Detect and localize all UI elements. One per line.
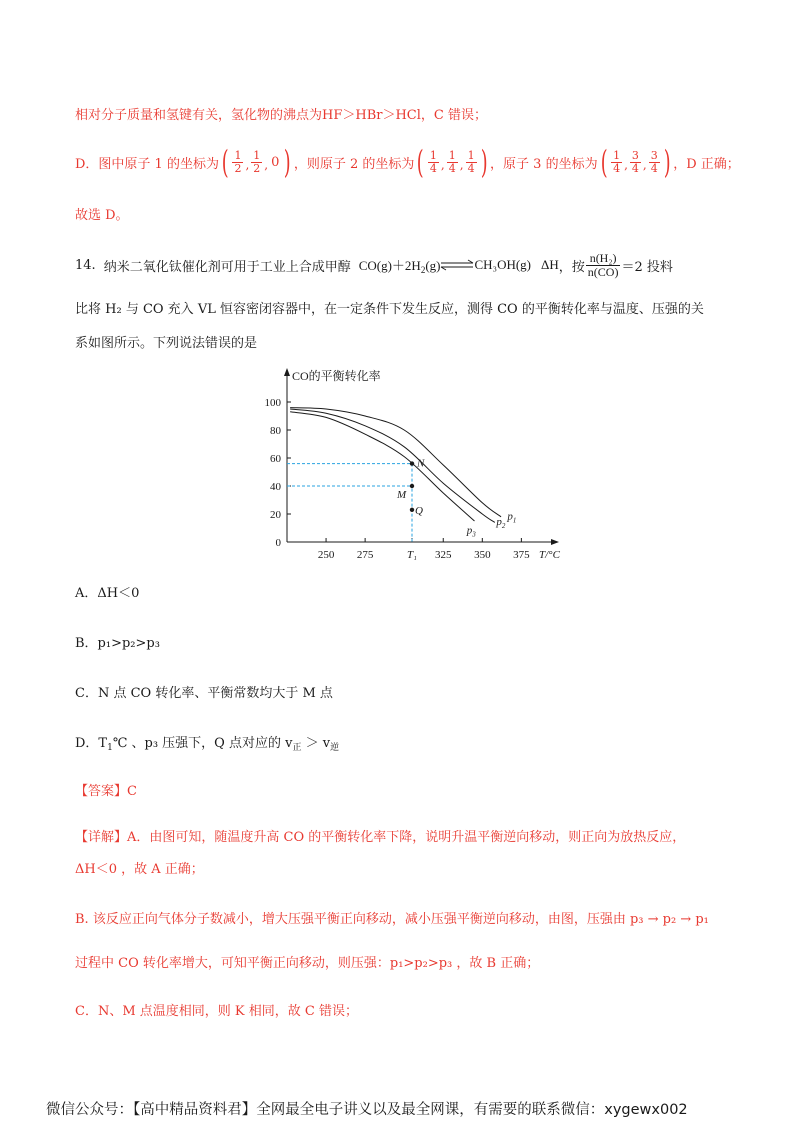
y-axis-arrow-icon (284, 368, 290, 376)
y-tick-label: 20 (270, 509, 281, 521)
y-tick-label: 40 (270, 481, 281, 493)
question-14-line3: 系如图所示。下列说法错误的是 (75, 336, 258, 351)
series-label-p3: $p_3$ (466, 524, 476, 539)
detail-a-line1: 【详解】A．由图可知，随温度升高 CO 的平衡转化率下降，说明升温平衡逆向移动，则正向为放热反应， (75, 830, 686, 845)
delta-h: ΔH (541, 257, 559, 272)
detail-b-line1: B. 该反应正向气体分子数减小，增大压强平衡正向移动，减小压强平衡逆向移动，由图，压强由 p₃ → p₂ → p₁ (75, 912, 709, 927)
x-tick-label: 250 (317, 549, 335, 561)
y-tick-label: 0 (275, 537, 281, 549)
x-axis-label: T/°C (539, 549, 560, 561)
point-label-M: M (397, 489, 407, 501)
atom3-coordinates: ( $\frac{1}{4}$ , $\frac{3}{4}$ , $\frac{3}{4}$ ) (600, 143, 671, 181)
reaction-right: CH₃OH(g) (474, 257, 532, 272)
point-M (410, 484, 414, 488)
series-p1-line (290, 408, 501, 517)
detail-a-line2: ΔH＜0 ，故 A 正确； (75, 862, 204, 877)
x-tick-label: 275 (356, 549, 374, 561)
point-N (410, 461, 414, 465)
atom1-coordinates: ( $\frac{1}{2}$ , $\frac{1}{2}$ , 0 ) (221, 143, 292, 181)
point-Q (410, 508, 414, 512)
series-p3-line (290, 412, 474, 521)
x-axis-arrow-icon (551, 539, 559, 545)
question-14-line2: 比将 H₂ 与 CO 充入 VL 恒容密闭容器中，在一定条件下发生反应，测得 CO 的平衡转化率与温度、压强的关 (75, 302, 704, 317)
reaction-left: $CO(g)+2H_2(g)$ (358, 258, 441, 275)
detail-label: 【详解】 (75, 830, 128, 845)
footer-watermark: 微信公众号：【高中精品资料君】全网最全电子讲义以及最全网课，有需要的联系微信：xygewx002 (46, 1102, 688, 1118)
line-d-suffix: ，D 正确； (673, 156, 740, 172)
series-p2-line (290, 409, 495, 522)
detail-b-line2: 过程中 CO 转化率增大，可知平衡正向移动，则压强：p₁>p₂>p₃ ，故 B 正确； (75, 956, 540, 971)
y-axis-label: CO的平衡转化率 (292, 369, 381, 383)
option-d: D．$T_1℃$ 、p₃ 压强下，Q 点对应的 $v_正 > v_逆$ (75, 736, 340, 753)
ratio-value: ＝2 投料 (621, 259, 673, 275)
series-label-p1: $p_1$ (507, 510, 517, 525)
question-number: 14. (75, 257, 96, 273)
prev-answer-conclusion: 故选 D。 (75, 208, 129, 223)
y-tick-label: 100 (264, 397, 281, 409)
point-label-Q: Q (415, 504, 423, 517)
answer-label: 【答案】 (75, 784, 128, 799)
line-d-mid1: ，则原子 2 的坐标为 (293, 156, 415, 172)
ratio-fraction: $\frac{\text{n(H₂)}}{n(CO)}$ (587, 250, 619, 279)
prev-answer-line-d (75, 142, 740, 182)
point-label-N: N (417, 457, 425, 470)
x-tick-label: 325 (435, 549, 452, 561)
line-d-prefix: D．图中原子 1 的坐标为 (75, 156, 219, 172)
detail-c-line: C．N、M 点温度相同，则 K 相同，故 C 错误； (75, 1004, 358, 1019)
y-tick-label: 80 (270, 425, 281, 437)
option-b: B．p₁>p₂>p₃ (75, 636, 160, 651)
answer (75, 780, 137, 799)
conversion-chart (250, 362, 560, 562)
x-tick-label: T₁ (407, 549, 417, 561)
atom2-coordinates: ( $\frac{1}{4}$ , $\frac{1}{4}$ , $\frac{1}{4}$ ) (417, 143, 488, 181)
equilibrium-arrow-icon (440, 260, 474, 270)
series-label-p2: $p_2$ (496, 516, 506, 531)
prev-answer-line-c: 相对分子质量和氢键有关，氢化物的沸点为HF＞HBr＞HCl，C 错误； (75, 108, 487, 123)
answer-value: C (127, 784, 137, 799)
option-c: C．N 点 CO 转化率、平衡常数均大于 M 点 (75, 686, 333, 701)
x-tick-label: 375 (513, 549, 530, 561)
x-tick-label: 350 (474, 549, 491, 561)
ratio-prefix: ，按 (558, 259, 585, 275)
option-a: A．ΔH＜0 (75, 586, 140, 601)
question-intro: 纳米二氧化钛催化剂可用于工业上合成甲醇 (103, 259, 351, 275)
y-tick-label: 60 (270, 453, 281, 465)
line-d-mid2: ，原子 3 的坐标为 (490, 156, 598, 172)
question-14-line1 (75, 246, 673, 284)
